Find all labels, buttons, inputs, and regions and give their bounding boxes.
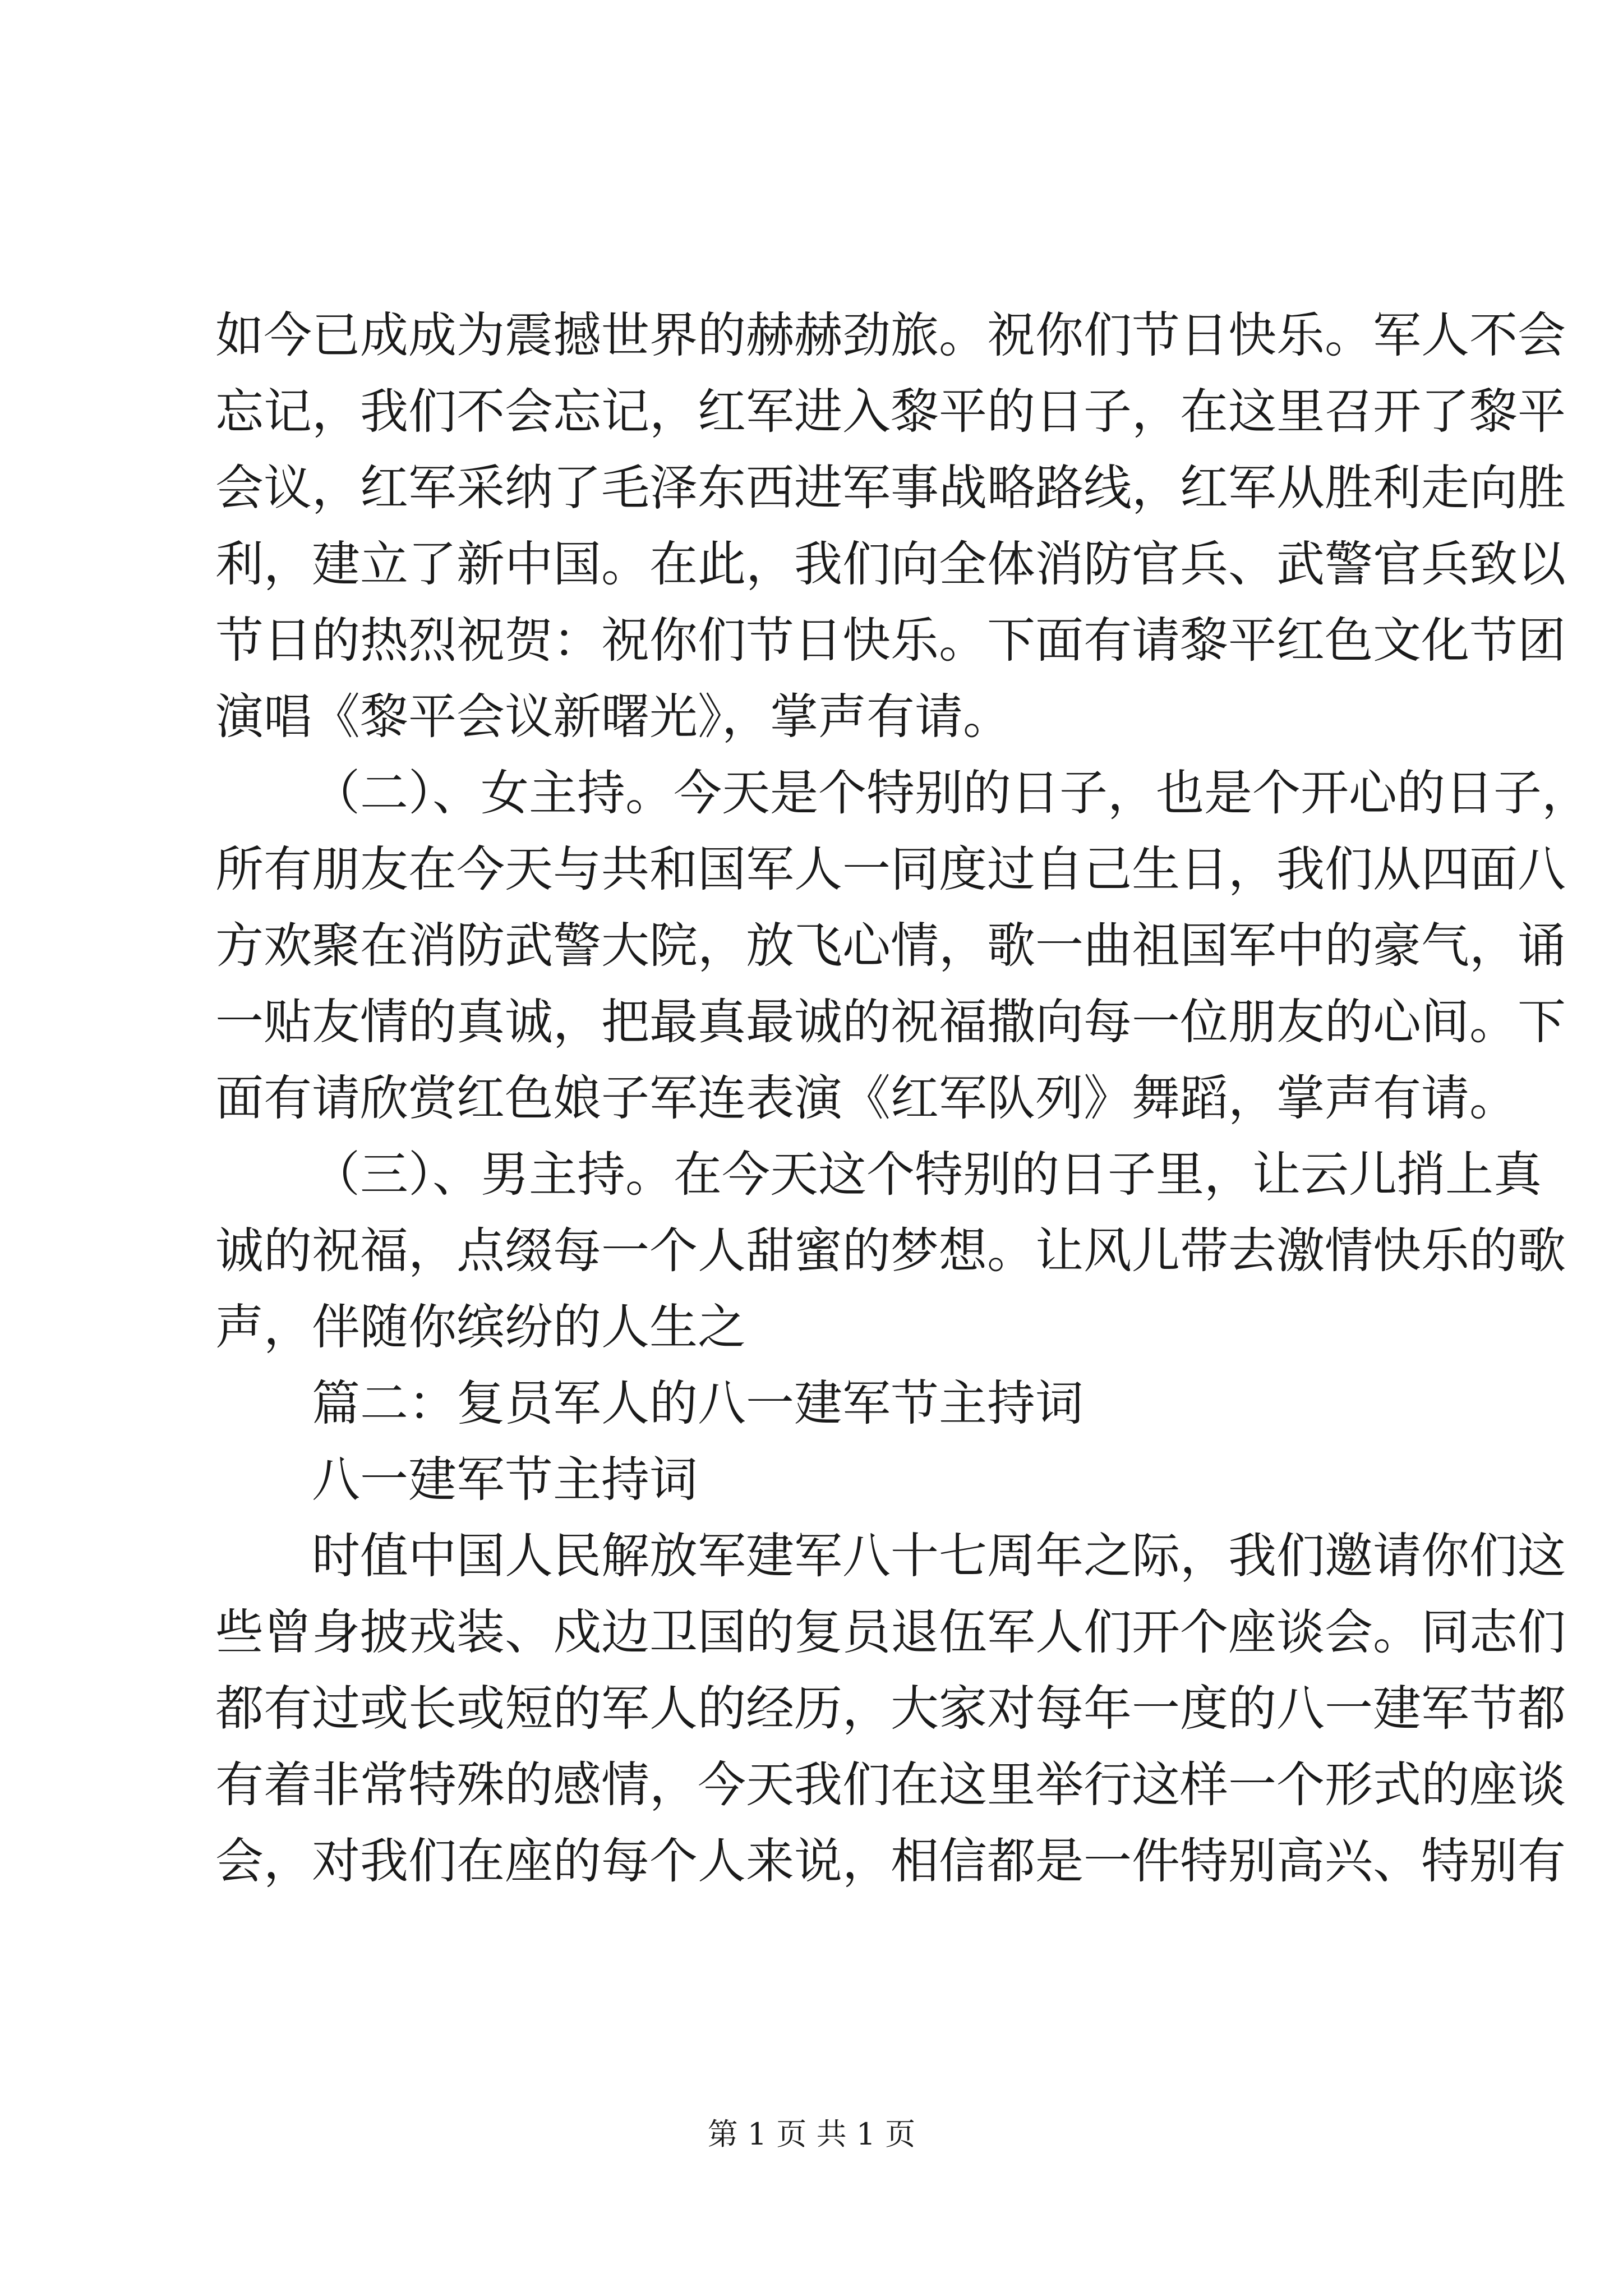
document-body xyxy=(215,297,1590,1899)
page-footer: 第 1 页 共 1 页 xyxy=(707,2116,916,2152)
text-line: 面有请欣赏红色娘子军连表演《红军队列》舞蹈，掌声有请。 xyxy=(215,1070,1518,1126)
text-line: 时值中国人民解放军建军八十七周年之际，我们邀请你们这 xyxy=(312,1528,1566,1584)
text-line: 方欢聚在消防武警大院，放飞心情，歌一曲祖国军中的豪气，诵 xyxy=(215,918,1566,974)
section-subheading: 八一建军节主持词 xyxy=(312,1452,698,1508)
text-line: （二）、女主持。今天是个特别的日子，也是个开心的日子， xyxy=(312,765,1590,821)
text-line: 会，对我们在座的每个人来说，相信都是一件特别高兴、特别有 xyxy=(215,1833,1566,1889)
text-line: 声，伴随你缤纷的人生之 xyxy=(215,1299,746,1355)
text-line: 会议，红军采纳了毛泽东西进军事战略路线，红军从胜利走向胜 xyxy=(215,460,1566,516)
text-line: 所有朋友在今天与共和国军人一同度过自己生日，我们从四面八 xyxy=(215,841,1566,898)
text-line: 些曾身披戎装、戍边卫国的复员退伍军人们开个座谈会。同志们 xyxy=(215,1604,1566,1660)
text-line: 演唱《黎平会议新曙光》，掌声有请。 xyxy=(215,689,1011,745)
text-line: 一贴友情的真诚，把最真最诚的祝福撒向每一位朋友的心间。下 xyxy=(215,994,1566,1050)
text-line: 利，建立了新中国。在此，我们向全体消防官兵、武警官兵致以 xyxy=(215,536,1566,592)
text-line: 有着非常特殊的感情，今天我们在这里举行这样一个形式的座谈 xyxy=(215,1757,1566,1813)
text-line: 都有过或长或短的军人的经历，大家对每年一度的八一建军节都 xyxy=(215,1681,1566,1737)
text-line: 如今已成成为震撼世界的赫赫劲旅。祝你们节日快乐。军人不会 xyxy=(215,307,1566,364)
section-heading: 篇二：复员军人的八一建军节主持词 xyxy=(312,1375,1083,1432)
text-line: 节日的热烈祝贺：祝你们节日快乐。下面有请黎平红色文化节团 xyxy=(215,613,1566,669)
text-line: 忘记，我们不会忘记，红军进入黎平的日子，在这里召开了黎平 xyxy=(215,384,1566,440)
text-line: （三）、男主持。在今天这个特别的日子里，让云儿捎上真 xyxy=(312,1147,1542,1203)
text-line: 诚的祝福，点缀每一个人甜蜜的梦想。让风儿带去激情快乐的歌 xyxy=(215,1223,1566,1279)
